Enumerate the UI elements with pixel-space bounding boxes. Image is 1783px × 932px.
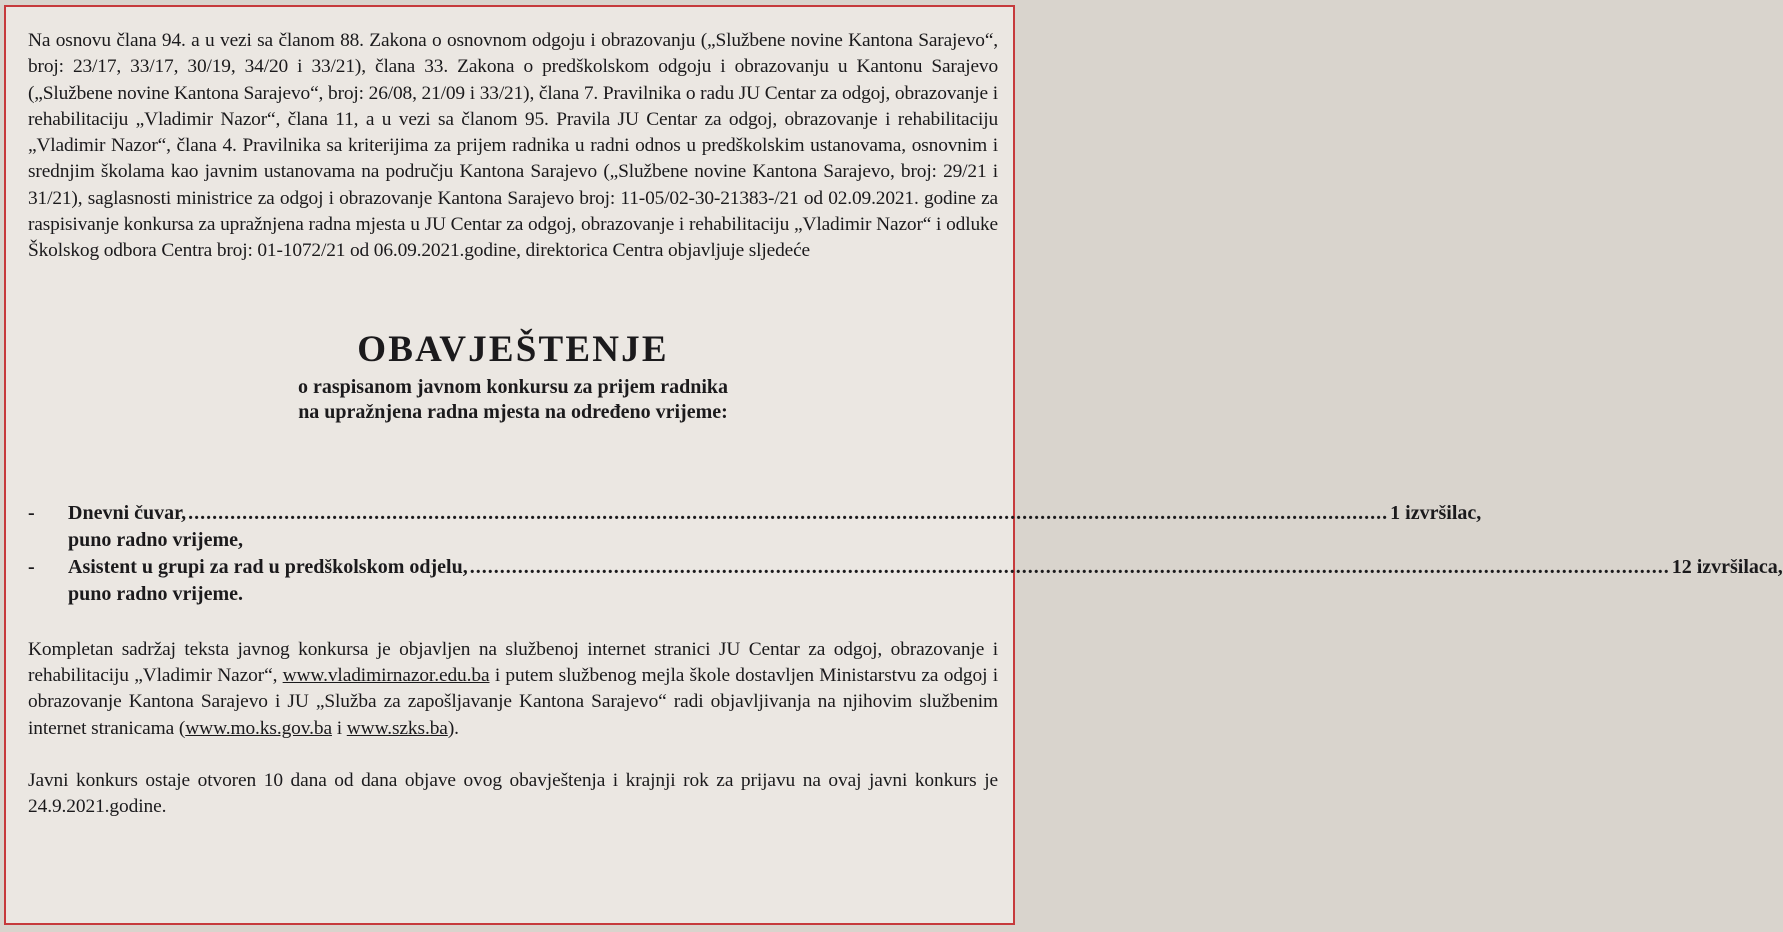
publication-text: i putem službenog mejla škole dostavljen Ministarstvu za odgoj i obrazovanje Kantona Sarajevo i JU „Služba za zapošljavanje Kantona Sarajevo“ radi objavljivanja na njihovim službenim internet stranicama ( [28, 664, 998, 739]
position-note: puno radno vrijeme. [68, 582, 243, 605]
positions-list [28, 500, 1783, 608]
list-dash: - [28, 555, 35, 578]
notice-title: OBAVJEŠTENJE [357, 328, 669, 370]
position-title: Asistent u grupi za rad u predškolskom odjelu, [68, 555, 468, 578]
subtitle-line-1: o raspisanom javnom konkursu za prijem radnika [297, 375, 729, 398]
notice-subtitle [28, 375, 998, 425]
dot-leader: ........................................................................................................................................................................................................ [188, 501, 1389, 524]
dot-leader: ........................................................................................................................................................................................................ [469, 555, 1670, 578]
position-count: 1 izvršilac, [1390, 501, 1482, 524]
website-link-mo-ks[interactable]: www.mo.ks.gov.ba [185, 717, 332, 739]
position-count: 12 izvršilaca, [1671, 555, 1783, 578]
position-row [28, 554, 1783, 581]
intro-paragraph: Na osnovu člana 94. a u vezi sa članom 88. Zakona o osnovnom odgoju i obrazovanju („Službene novine Kantona Sarajevo“, broj: 23/17, 33/17, 30/19, 34/20 i 33/21), člana 33. Zakona o predškolskom odgoju i obrazovanju u Kantonu Sarajevo („Službene novine Kantona Sarajevo“, broj: 26/08, 21/09 i 33/21), člana 7. Pravilnika o radu JU Centar za odgoj, obrazovanje i rehabilitaciju „Vladimir Nazor“, člana 11, a u vezi sa članom 95. Pravila JU Centar za odgoj, obrazovanje i rehabilitaciju „Vladimir Nazor“, člana 4. Pravilnika sa kriterijima za prijem radnika u radni odnos u predškolskim ustanovama, osnovnim i srednjim školama kao javnim ustanovama na području Kantona Sarajevo („Službene novine Kantona Sarajevo, broj: 29/21 i 31/21), saglasnosti ministrice za odgoj i obrazovanje Kantona Sarajevo broj: 11-05/02-30-21383-/21 od 02.09.2021. godine za raspisivanje konkursa za upražnjena radna mjesta u JU Centar za odgoj, obrazovanje i rehabilitaciju „Vladimir Nazor“ i odluke Školskog odbora Centra broj: 01-1072/21 od 06.09.2021.godine, direktorica Centra objavljuje sljedeće [28, 30, 998, 262]
publication-text: ). [447, 717, 459, 739]
website-link-vladimirnazor[interactable]: www.vladimirnazor.edu.ba [282, 664, 490, 686]
position-title: Dnevni čuvar, [68, 501, 187, 524]
list-dash: - [28, 501, 35, 524]
notice-content [28, 28, 1783, 820]
subtitle-line-2: na upražnjena radna mjesta na određeno vrijeme: [298, 400, 728, 423]
deadline-paragraph: Javni konkurs ostaje otvoren 10 dana od dana objave ovog obavještenja i krajnji rok za prijavu na ovaj javni konkurs je 24.9.2021.godine. [28, 769, 998, 818]
website-link-szks[interactable]: www.szks.ba [346, 717, 448, 739]
publication-paragraph [28, 637, 998, 742]
position-row [28, 500, 1482, 527]
position-note: puno radno vrijeme, [68, 528, 243, 551]
publication-text: i [331, 717, 347, 739]
notice-frame [4, 5, 1783, 925]
publication-text: Kompletan sadržaj teksta javnog konkursa je objavljen na službenoj internet stranici JU Centar za odgoj, obrazovanje i rehabilitaciju „Vladimir Nazor“, [28, 638, 998, 686]
